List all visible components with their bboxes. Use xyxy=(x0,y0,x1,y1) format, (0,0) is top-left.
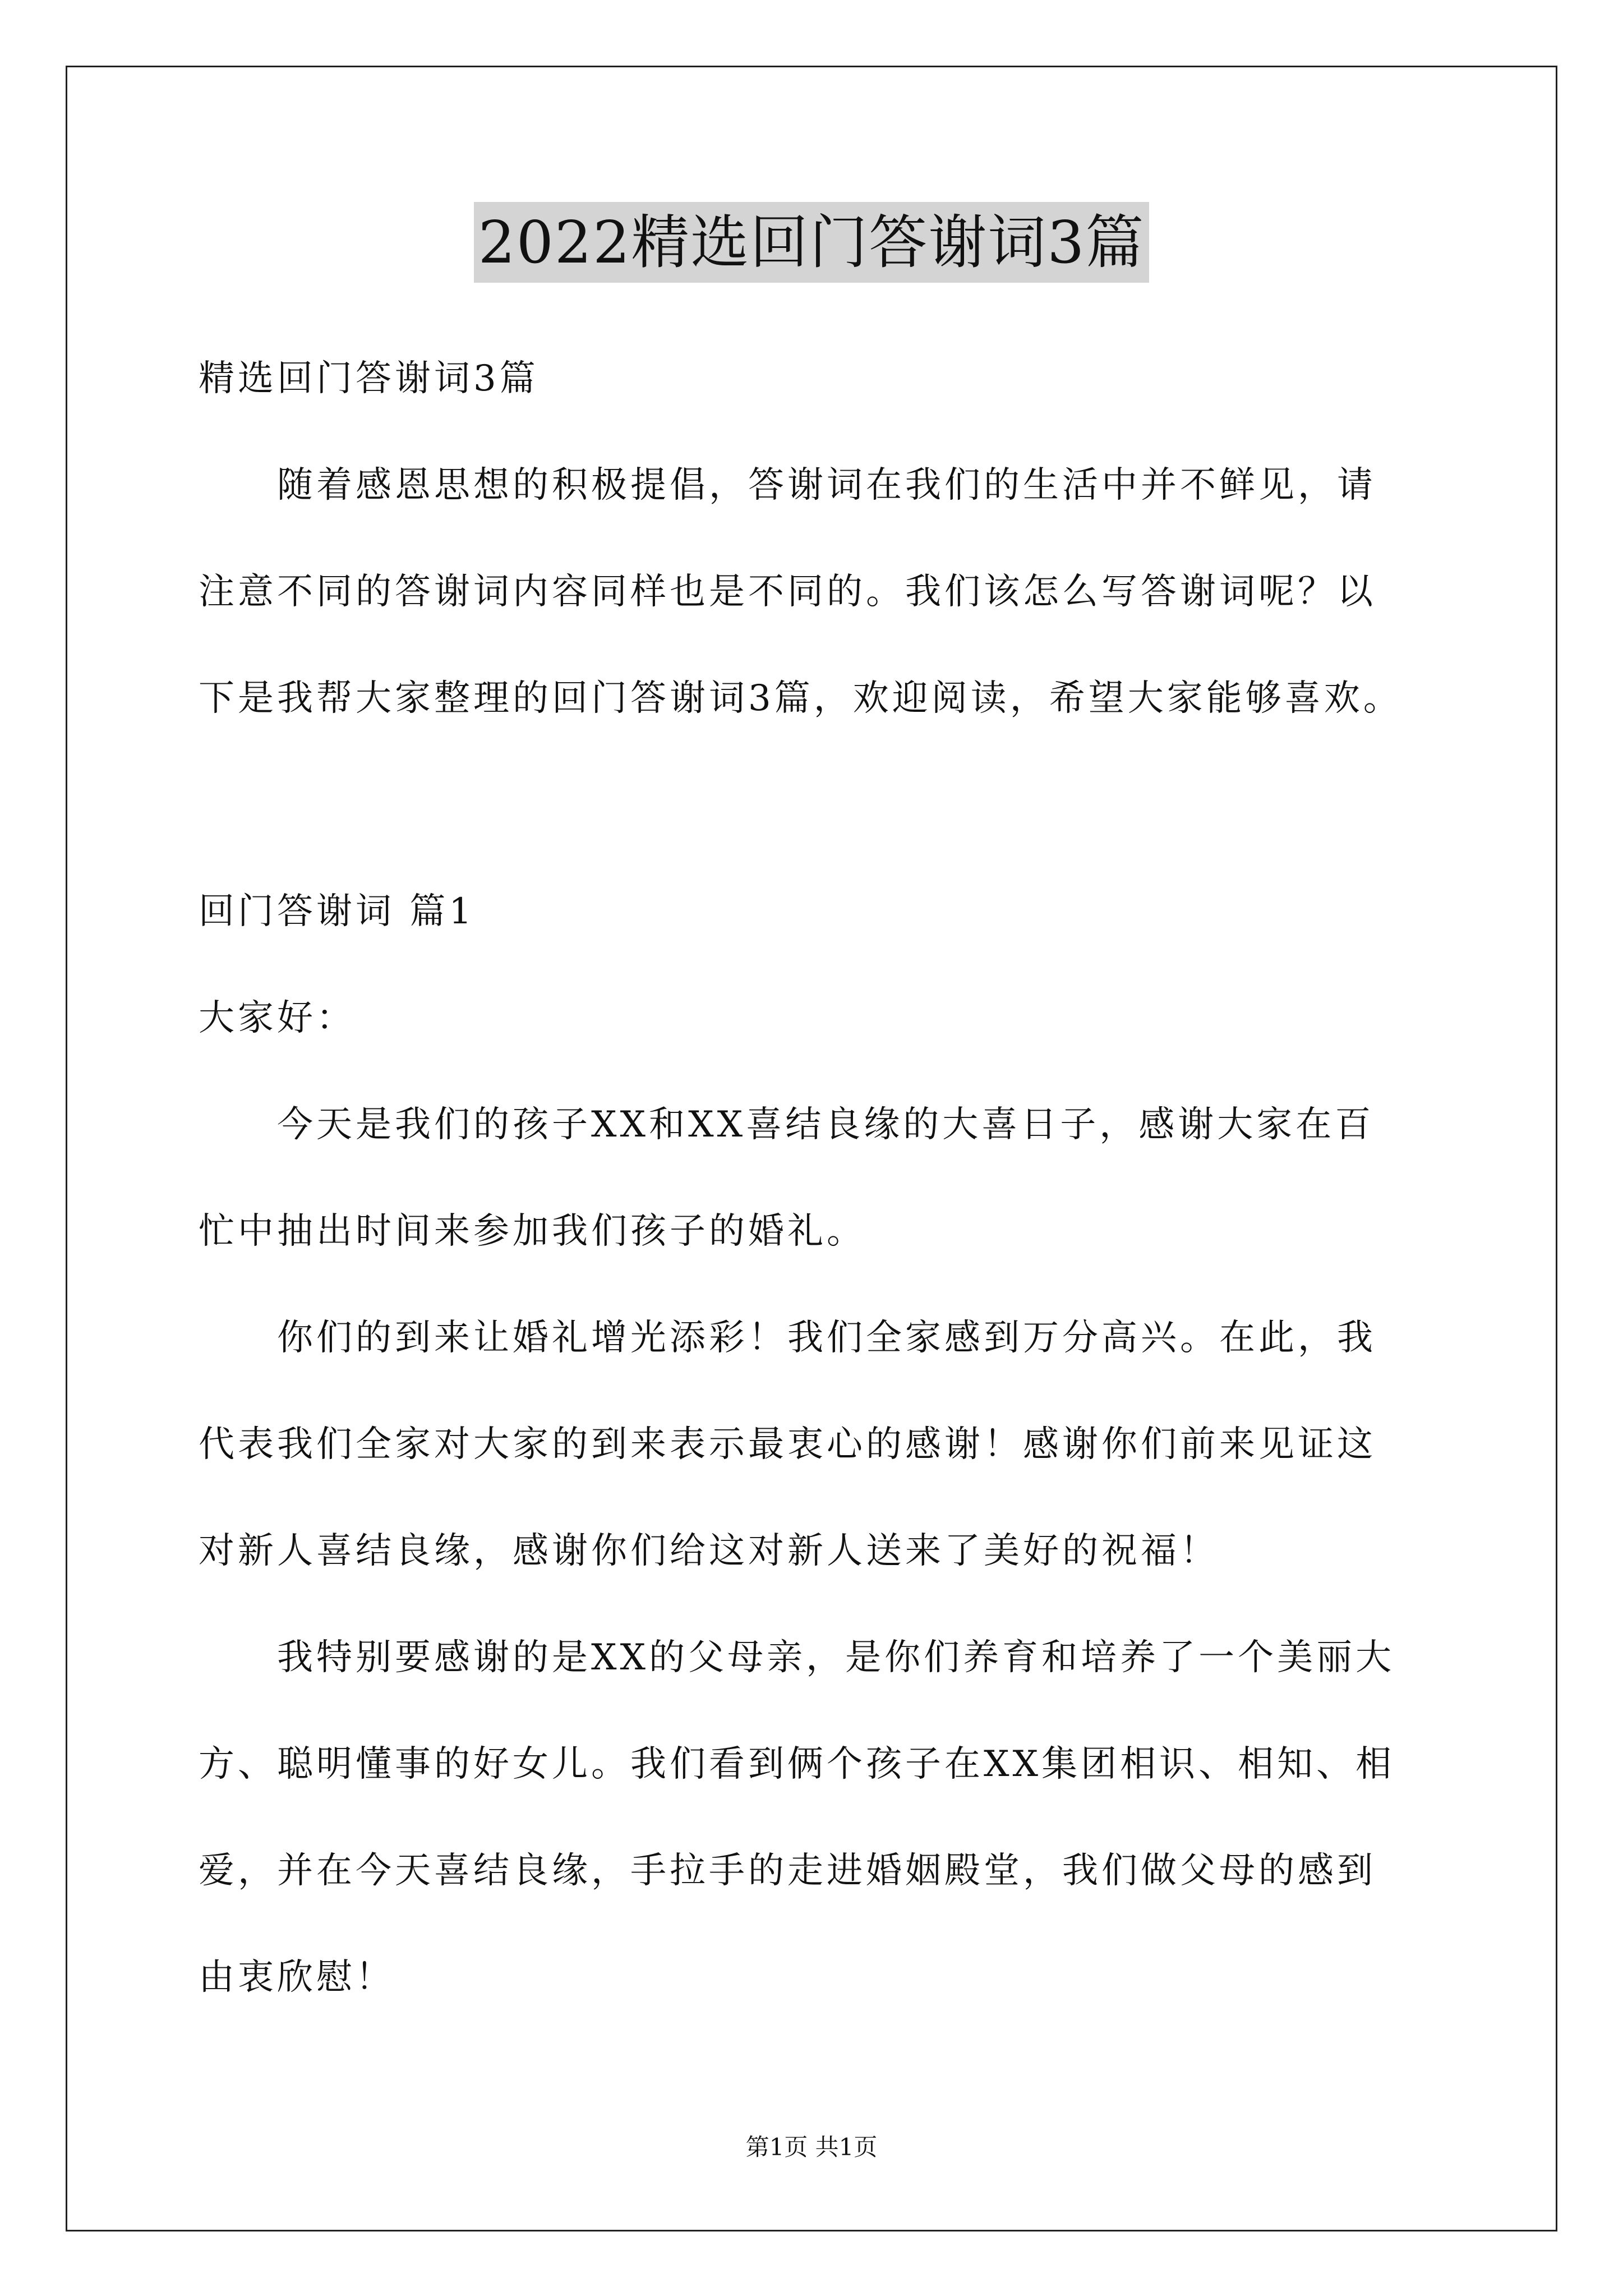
title-container xyxy=(0,202,1623,283)
paragraph-2-line-1: 你们的到来让婚礼增光添彩！我们全家感到万分高兴。在此，我 xyxy=(277,1317,1376,1359)
paragraph-2-line-3: 对新人喜结良缘，感谢你们给这对新人送来了美好的祝福！ xyxy=(199,1530,1219,1572)
document-subtitle: 精选回门答谢词3篇 xyxy=(199,358,539,399)
paragraph-1-line-1: 今天是我们的孩子XX和XX喜结良缘的大喜日子，感谢大家在百 xyxy=(277,1104,1375,1145)
intro-line-2: 注意不同的答谢词内容同样也是不同的。我们该怎么写答谢词呢？以 xyxy=(199,571,1376,613)
greeting: 大家好： xyxy=(199,997,356,1039)
paragraph-3-line-4: 由衷欣慰！ xyxy=(199,1957,395,1998)
section-heading: 回门答谢词 篇1 xyxy=(199,891,476,932)
page-footer: 第1页 共1页 xyxy=(745,2133,878,2161)
paragraph-3-line-3: 爱，并在今天喜结良缘，手拉手的走进婚姻殿堂，我们做父母的感到 xyxy=(199,1850,1376,1892)
paragraph-1-line-2: 忙中抽出时间来参加我们孩子的婚礼。 xyxy=(199,1211,866,1252)
intro-line-3: 下是我帮大家整理的回门答谢词3篇，欢迎阅读，希望大家能够喜欢。 xyxy=(199,678,1403,719)
intro-line-1: 随着感恩思想的积极提倡，答谢词在我们的生活中并不鲜见，请 xyxy=(277,464,1376,506)
paragraph-2-line-2: 代表我们全家对大家的到来表示最衷心的感谢！感谢你们前来见证这 xyxy=(199,1424,1376,1465)
document-title: 2022精选回门答谢词3篇 xyxy=(474,202,1150,283)
paragraph-3-line-1: 我特别要感谢的是XX的父母亲，是你们养育和培养了一个美丽大 xyxy=(277,1637,1395,1678)
paragraph-3-line-2: 方、聪明懂事的好女儿。我们看到俩个孩子在XX集团相识、相知、相 xyxy=(199,1743,1395,1785)
